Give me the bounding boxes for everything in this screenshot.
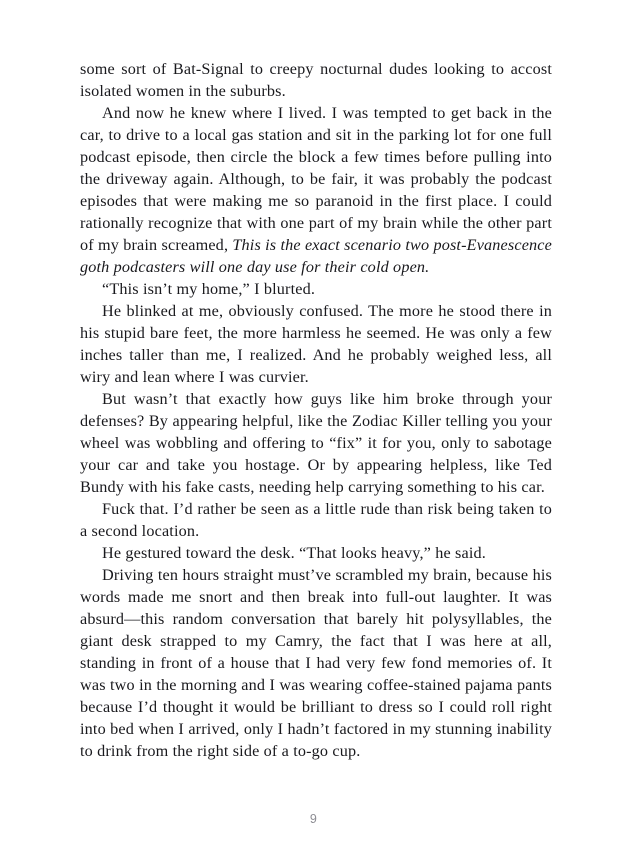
page-number: 9 — [309, 812, 318, 826]
paragraph: “This isn’t my home,” I blurted. — [102, 280, 316, 298]
paragraph: But wasn’t that exactly how guys like him broke through your defenses? By appearing helpful, like the Zodiac Killer telling you your wheel was wobbling and offering to “fix” it for you, only to sabotage your car and take you hostage. Or by appearing helpless, like Ted Bundy with his fake casts, needing help carrying something to his car. — [80, 390, 552, 496]
paragraph-lead-text: And now he knew where I lived. I was tempted to get back in the car, to drive to a local gas station and sit in the parking lot for one full podcast episode, then circle the block a few times before pulling into the driveway again. Although, to be fair, it was probably the podcast episodes that were making me so paranoid in the first place. I could rationally recognize that with one part of my brain while the other part of my brain screamed, — [80, 104, 552, 254]
paragraph: Fuck that. I’d rather be seen as a little rude than risk being taken to a second location. — [80, 500, 552, 540]
paragraph: some sort of Bat-Signal to creepy nocturnal dudes looking to accost isolated women in the suburbs. — [80, 60, 552, 100]
paragraph-italic-text: This is the exact scenario two post-Evanescence goth podcasters will one day use for their cold open. — [80, 236, 552, 276]
page-text-block — [80, 58, 552, 762]
paragraph: He blinked at me, obviously confused. The more he stood there in his stupid bare feet, the more harmless he seemed. He was only a few inches taller than me, I realized. And he probably weighed less, all wiry and lean where I was curvier. — [80, 302, 552, 386]
paragraph: Driving ten hours straight must’ve scrambled my brain, because his words made me snort and then break into full-out laughter. It was absurd—this random conversation that barely hit polysyllables, the giant desk strapped to my Camry, the fact that I was here at all, standing in front of a house that I had very few fond memories of. It was two in the morning and I was wearing coffee-stained pajama pants because I’d thought it would be brilliant to dress so I could roll right into bed when I arrived, only I hadn’t factored in my stunning inability to drink from the right side of a to-go cup. — [80, 566, 552, 760]
paragraph — [80, 102, 552, 278]
paragraph: He gestured toward the desk. “That looks heavy,” he said. — [102, 544, 486, 562]
